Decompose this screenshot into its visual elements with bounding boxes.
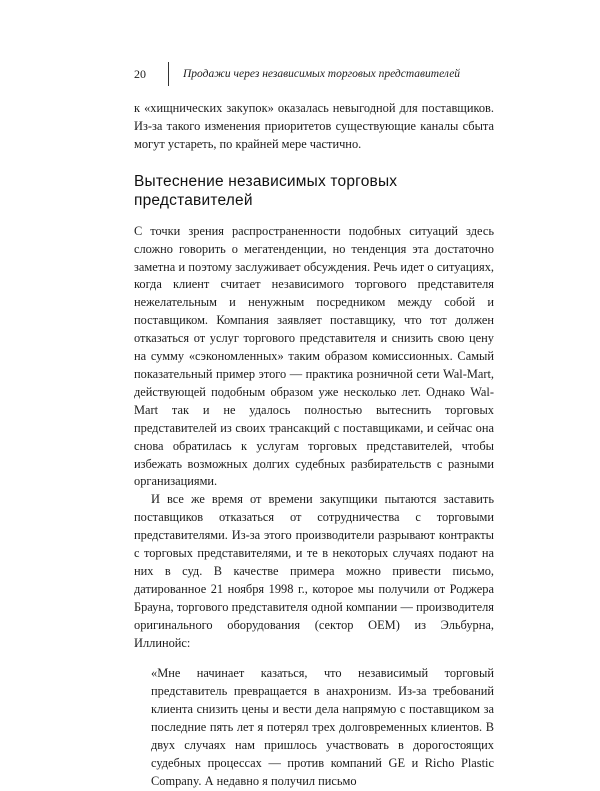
intro-paragraph: к «хищнических закупок» оказалась невыгодной для поставщиков. Из-за такого изменения приоритетов существующие каналы сбыта могут устареть, по крайней мере частично. xyxy=(134,101,494,151)
block-quote: «Мне начинает казаться, что независимый торговый представитель превращается в анахронизм. Из-за требований клиента снизить цены и вести дела напрямую с поставщиком за последние пять лет я потерял трех долговременных клиентов. В двух случаях нам пришлось участвовать в дорогостоящих судебных процессах — против компаний GE и Richo Plastic Company. А недавно я получил письмо xyxy=(151,666,494,788)
body-text xyxy=(134,100,494,791)
running-head xyxy=(134,62,494,86)
paragraph-2: И все же время от времени закупщики пытаются заставить поставщиков отказаться от сотрудничества с торговыми представителями. Из-за этого производители разрывают контракты с торговых представителями, и те в некоторых случаях подают на них в суд. В качестве примера можно привести письмо, датированное 21 ноября 1998 г., которое мы получили от Роджера Брауна, торгового представителя одной компании — производителя оригинального оборудования (сектор OEM) из Эльбурна, Иллинойс: xyxy=(134,492,494,650)
running-title: Продажи через независимых торговых представителей xyxy=(183,68,461,80)
header-divider xyxy=(168,62,169,86)
paragraph-1: С точки зрения распространенности подобных ситуаций здесь сложно говорить о мегатенденции, но тенденция эта достаточно заметна и поэтому заслуживает обсуждения. Речь идет о ситуациях, когда клиент считает независимого торгового представителя нежелательным и ненужным посредником между собой и поставщиком. Компания заявляет поставщику, что тот должен отказаться от услуг торгового представителя и снизить свою цену на сумму «сэкономленных» таким образом комиссионных. Самый показательный пример этого — практика розничной сети Wal-Mart, действующей подобным образом уже несколько лет. Однако Wal-Mart так и не удалось полностью вытеснить торговых представителей из своих трансакций с поставщиками, и сейчас она снова обратилась к услугам торговых представителей, чтобы избежать возможных долгих судебных разбирательств с разными организациями. xyxy=(134,223,494,489)
page-number: 20 xyxy=(134,66,146,81)
section-heading: Вытеснение независимых торговых представителей xyxy=(134,172,398,209)
